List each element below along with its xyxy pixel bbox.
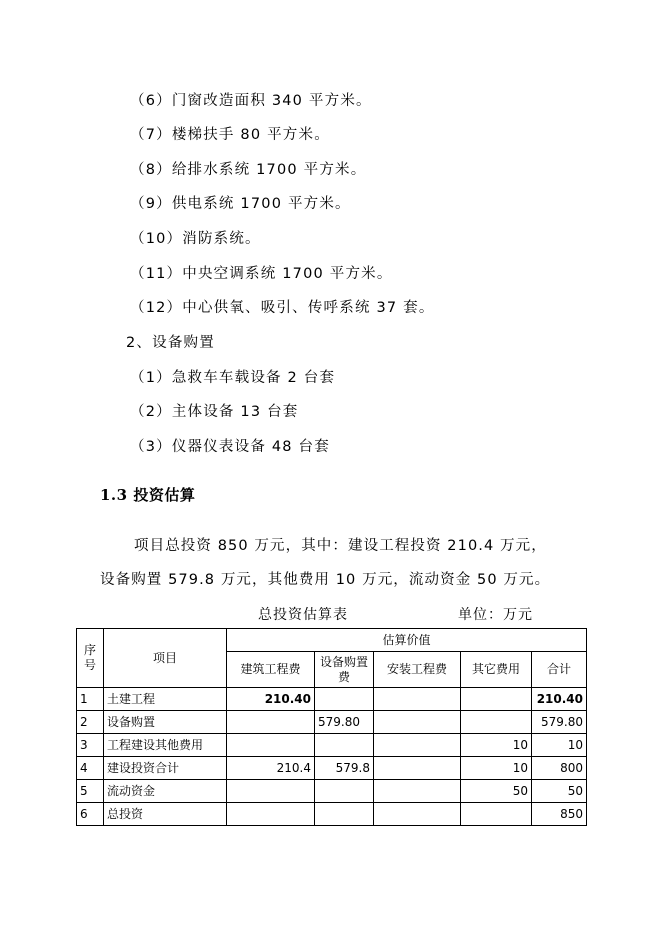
cell-other — [461, 803, 532, 826]
table-unit: 单位：万元 — [458, 607, 533, 623]
cell-total: 850 — [532, 803, 587, 826]
cell-item: 工程建设其他费用 — [104, 734, 227, 757]
cell-other — [461, 711, 532, 734]
cell-other: 10 — [461, 734, 532, 757]
header-group: 估算价值 — [227, 629, 587, 652]
cell-item: 建设投资合计 — [104, 757, 227, 780]
cell-equipment — [315, 780, 374, 803]
investment-table — [76, 628, 587, 826]
cell-total: 10 — [532, 734, 587, 757]
cell-item: 土建工程 — [104, 688, 227, 711]
list-item: （7）楼梯扶手 80 平方米。 — [130, 127, 330, 143]
header-construction: 建筑工程费 — [227, 652, 315, 688]
table-row — [77, 711, 587, 734]
cell-installation — [374, 688, 461, 711]
cell-seq: 3 — [77, 734, 104, 757]
cell-construction — [227, 803, 315, 826]
cell-total: 800 — [532, 757, 587, 780]
cell-construction — [227, 734, 315, 757]
paragraph-line: 设备购置 579.8 万元，其他费用 10 万元，流动资金 50 万元。 — [100, 572, 551, 588]
table-row — [77, 757, 587, 780]
cell-item: 流动资金 — [104, 780, 227, 803]
cell-item: 设备购置 — [104, 711, 227, 734]
cell-equipment — [315, 734, 374, 757]
cell-total: 579.80 — [532, 711, 587, 734]
header-equipment: 设备购置费 — [315, 652, 374, 688]
list-item: （11）中央空调系统 1700 平方米。 — [130, 266, 393, 282]
list-item: （6）门窗改造面积 340 平方米。 — [130, 93, 372, 109]
cell-construction — [227, 780, 315, 803]
cell-construction: 210.40 — [227, 688, 315, 711]
cell-construction: 210.4 — [227, 757, 315, 780]
header-installation: 安装工程费 — [374, 652, 461, 688]
cell-installation — [374, 711, 461, 734]
cell-seq: 4 — [77, 757, 104, 780]
cell-equipment — [315, 688, 374, 711]
cell-seq: 1 — [77, 688, 104, 711]
list-item: （12）中心供氧、吸引、传呼系统 37 套。 — [130, 300, 435, 316]
section-heading: 1.3 投资估算 — [100, 486, 196, 504]
equipment-item: （3）仪器仪表设备 48 台套 — [130, 439, 330, 455]
cell-other: 50 — [461, 780, 532, 803]
table-row — [77, 803, 587, 826]
list-item: （9）供电系统 1700 平方米。 — [130, 196, 351, 212]
cell-construction — [227, 711, 315, 734]
cell-equipment: 579.80 — [315, 711, 374, 734]
table-row — [77, 780, 587, 803]
header-item: 项目 — [104, 629, 227, 688]
list-item: （8）给排水系统 1700 平方米。 — [130, 162, 367, 178]
header-total: 合计 — [532, 652, 587, 688]
header-seq: 序号 — [77, 629, 104, 688]
table-caption: 总投资估算表 — [258, 607, 348, 623]
equipment-item: （1）急救车车载设备 2 台套 — [130, 370, 336, 386]
cell-item: 总投资 — [104, 803, 227, 826]
cell-installation — [374, 780, 461, 803]
cell-seq: 6 — [77, 803, 104, 826]
cell-equipment: 579.8 — [315, 757, 374, 780]
cell-other: 10 — [461, 757, 532, 780]
cell-installation — [374, 803, 461, 826]
table-row — [77, 734, 587, 757]
header-other: 其它费用 — [461, 652, 532, 688]
paragraph-line: 项目总投资 850 万元，其中：建设工程投资 210.4 万元， — [134, 538, 547, 554]
cell-total: 50 — [532, 780, 587, 803]
equipment-item: （2）主体设备 13 台套 — [130, 404, 299, 420]
list-item: （10）消防系统。 — [130, 231, 261, 247]
cell-installation — [374, 734, 461, 757]
cell-installation — [374, 757, 461, 780]
cell-seq: 5 — [77, 780, 104, 803]
cell-other — [461, 688, 532, 711]
equipment-header: 2、设备购置 — [126, 335, 215, 351]
cell-equipment — [315, 803, 374, 826]
table-row — [77, 688, 587, 711]
cell-total: 210.40 — [532, 688, 587, 711]
cell-seq: 2 — [77, 711, 104, 734]
